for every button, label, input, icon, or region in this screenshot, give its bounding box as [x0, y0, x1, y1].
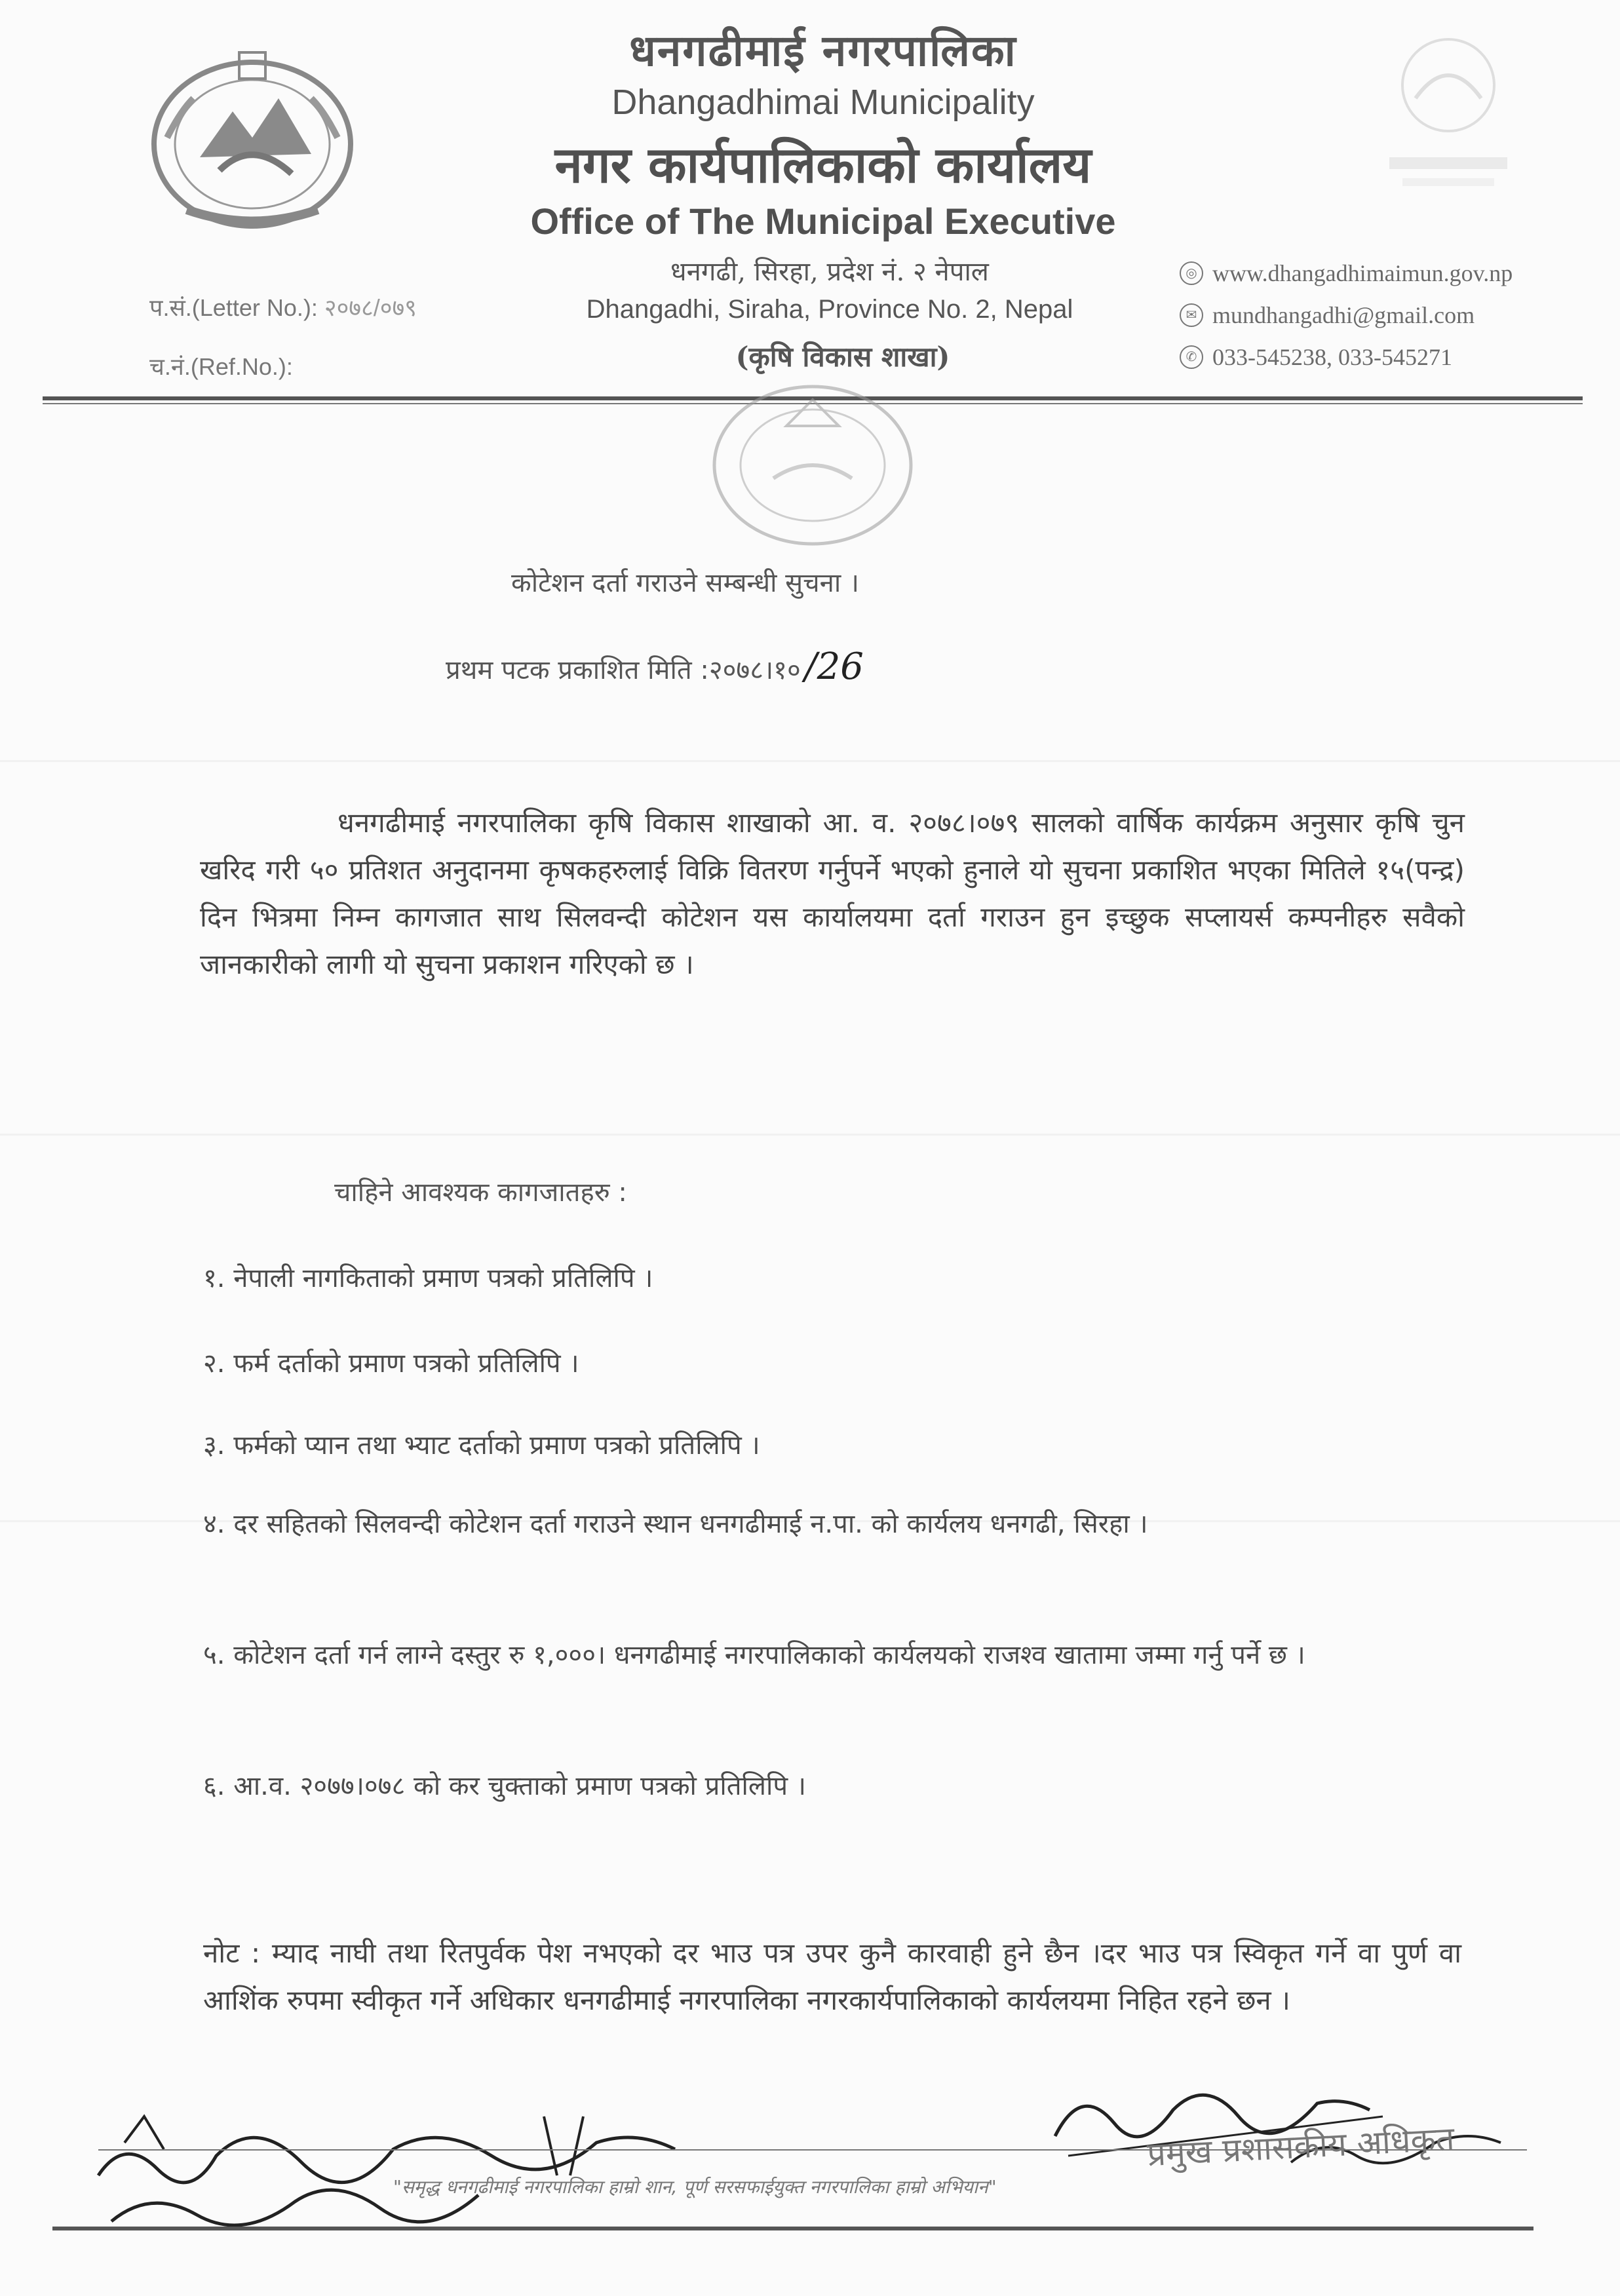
office-name-np: नगर कार्यपालिकाको कार्यालय: [554, 136, 1092, 194]
letter-number-value: २०७८/०७९: [324, 294, 417, 321]
envelope-icon: ✉: [1180, 303, 1203, 327]
footer-divider: [52, 2227, 1533, 2230]
notice-note: नोट : म्याद नाघी तथा रितपुर्वक पेश नभएको दर भाउ पत्र उपर कुनै कारवाही हुने छैन ।दर भाउ पत्र स्विकृत गर्ने वा पुर्ण वा आशिंक रुपमा स्वीकृत गर्ने अधिकार धनगढीमाई नगरपालिका नगरकार्यपालिकाको कार्यलयमा निहित रहने छन ।: [203, 1937, 1461, 2016]
requirement-item: ६. आ.व. २०७७।०७८ को कर चुक्ताको प्रमाण पत्रको प्रतिलिपि ।: [203, 1771, 806, 1801]
publication-date-label: प्रथम पटक प्रकाशित मिति :२०७८।१०: [446, 655, 801, 685]
website-row: [1180, 252, 1513, 294]
requirement-item: ४. दर सहितको सिलवन्दी कोटेशन दर्ता गराउने स्थान धनगढीमाई न.पा. को कार्यलय धनगढी, सिरहा ।: [203, 1509, 1148, 1539]
handwritten-receipt-signature: [85, 2077, 708, 2248]
phone-text: 033-545238, 033-545271: [1212, 344, 1452, 370]
office-name-en: Office of The Municipal Executive: [530, 201, 1116, 242]
email-row: [1180, 294, 1513, 336]
notice-body: धनगढीमाई नगरपालिका कृषि विकास शाखाको आ. व. २०७८।०७९ सालको वार्षिक कार्यक्रम अनुसार कृषि चुन खरिद गरी ५० प्रतिशत अनुदानमा कृषकहरुलाई विक्रि वितरण गर्नुपर्ने भएको हुनाले यो सुचना प्रकाशित भएका मितिले १५(पन्द्र) दिन भित्रमा निम्न कागजात साथ सिलवन्दी कोटेशन यस कार्यालयमा दर्ता गराउन हुन इच्छुक सप्लायर्स कम्पनीहरु सवैको जानकारीको लागी यो सुचना प्रकाशन गरिएको छ ।: [200, 807, 1465, 980]
ref-number-label: च.नं.(Ref.No.):: [149, 353, 293, 380]
office-seal-stamp: [695, 367, 931, 564]
requirement-item: १. नेपाली नागकिताको प्रमाण पत्रको प्रतिलिपि ।: [203, 1263, 653, 1293]
contact-block: [1180, 252, 1513, 378]
address-np: धनगढी, सिरहा, प्रदेश नं. २ नेपाल: [670, 257, 989, 287]
municipality-name-en: Dhangadhimai Municipality: [611, 83, 1035, 122]
officer-title-stamp: प्रमुख प्रशासकीय अधिकृत: [1146, 2119, 1456, 2174]
requirements-heading: चाहिने आवश्यक कागजातहरु :: [334, 1177, 627, 1208]
footer-divider: [98, 2149, 1527, 2151]
handwritten-date: /26: [804, 645, 864, 688]
reference-block: [149, 278, 417, 396]
footer-slogan: "समृद्ध धनगढीमाई नगरपालिका हाम्रो शान, पूर्ण सरसफाईयुक्त नगरपालिका हाम्रो अभियान": [393, 2176, 997, 2198]
notice-subject: कोटेशन दर्ता गराउने सम्बन्धी सुचना ।: [511, 568, 860, 598]
address-en: Dhangadhi, Siraha, Province No. 2, Nepal: [586, 295, 1073, 324]
publication-date: [446, 645, 864, 688]
requirement-item: ५. कोटेशन दर्ता गर्न लाग्ने दस्तुर रु १,०००। धनगढीमाई नगरपालिकाको कार्यलयको राजश्व खातामा जम्मा गर्नु पर्ने छ ।: [203, 1640, 1305, 1670]
letter-number: [149, 278, 417, 337]
email-text: mundhangadhi@gmail.com: [1212, 302, 1475, 328]
municipality-name-np: धनगढीमाई नगरपालिका: [629, 25, 1017, 76]
letter-number-label: प.सं.(Letter No.):: [149, 294, 318, 321]
requirement-item: २. फर्म दर्ताको प्रमाण पत्रको प्रतिलिपि ।: [203, 1349, 579, 1379]
ref-number: [149, 337, 417, 396]
globe-icon: ◎: [1180, 261, 1203, 285]
website-text: www.dhangadhimaimun.gov.np: [1212, 260, 1513, 286]
phone-row: [1180, 336, 1513, 378]
requirement-item: ३. फर्मको प्यान तथा भ्याट दर्ताको प्रमाण पत्रको प्रतिलिपि ।: [203, 1430, 760, 1461]
paper-fold: [0, 1134, 1620, 1136]
phone-icon: ✆: [1180, 345, 1203, 369]
section-name: (कृषि विकास शाखा): [735, 341, 950, 373]
paper-fold: [0, 760, 1620, 762]
